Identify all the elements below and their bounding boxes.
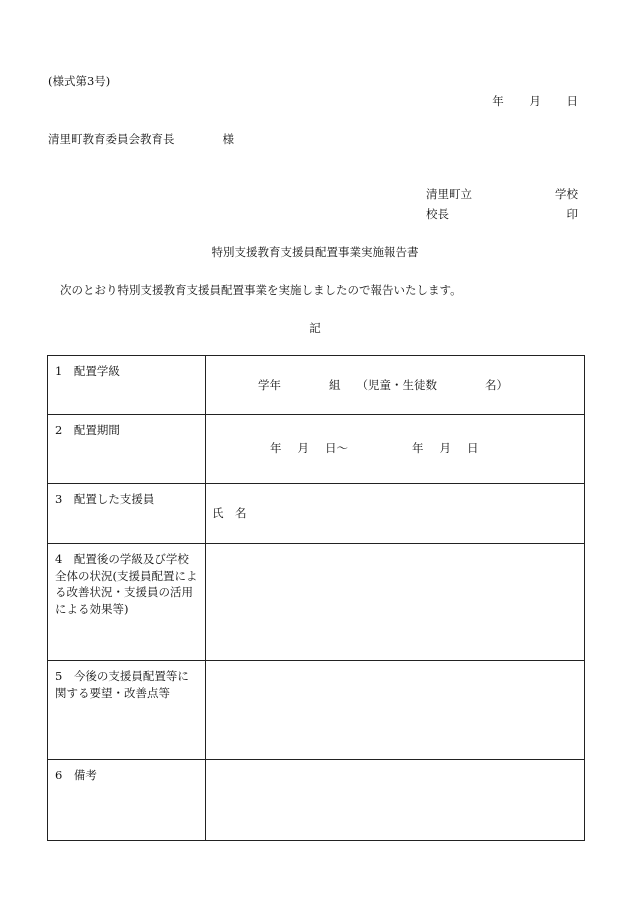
row-label-situation: 4 配置後の学級及び学校全体の状況(支援員配置による改善状況・支援員の活用による効果等) bbox=[48, 544, 206, 661]
table-row bbox=[48, 356, 585, 415]
sender-principal-label: 校長 bbox=[426, 207, 449, 221]
remarks-field[interactable] bbox=[206, 760, 585, 841]
period-field[interactable] bbox=[206, 415, 585, 484]
date-year: 年 bbox=[492, 94, 504, 108]
grade-label: 学年 bbox=[258, 378, 281, 392]
sender-town: 清里町立 bbox=[426, 187, 472, 201]
situation-field[interactable] bbox=[206, 544, 585, 661]
body-text: 次のとおり特別支援教育支援員配置事業を実施しましたので報告いたします。 bbox=[60, 283, 462, 297]
report-table bbox=[47, 355, 585, 841]
students-unit: 名） bbox=[485, 378, 508, 392]
date-day: 日 bbox=[566, 94, 578, 108]
period-start-year: 年 bbox=[270, 441, 282, 455]
table-row bbox=[48, 760, 585, 841]
document-title: 特別支援教育支援員配置事業実施報告書 bbox=[211, 245, 419, 259]
date-month: 月 bbox=[529, 94, 541, 108]
students-label: （児童・生徒数 bbox=[356, 378, 437, 392]
staff-field[interactable] bbox=[206, 484, 585, 544]
row-label-staff: 3 配置した支援員 bbox=[48, 484, 206, 544]
period-start-month: 月 bbox=[297, 441, 309, 455]
staff-name-label: 氏 名 bbox=[212, 506, 247, 520]
row-label-class: 1 配置学級 bbox=[48, 356, 206, 415]
addressee-name: 清里町教育委員会教育長 bbox=[48, 132, 175, 146]
class-field[interactable] bbox=[206, 356, 585, 415]
ki-heading: 記 bbox=[309, 321, 321, 335]
report-date bbox=[0, 96, 578, 108]
period-start-day: 日〜 bbox=[325, 441, 348, 455]
row-label-remarks: 6 備考 bbox=[48, 760, 206, 841]
addressee bbox=[48, 134, 234, 146]
requests-field[interactable] bbox=[206, 661, 585, 760]
form-number: (様式第3号) bbox=[48, 74, 111, 88]
period-end-day: 日 bbox=[467, 441, 479, 455]
row-label-period: 2 配置期間 bbox=[48, 415, 206, 484]
row-label-requests: 5 今後の支援員配置等に関する要望・改善点等 bbox=[48, 661, 206, 760]
sender-school-suffix: 学校 bbox=[555, 187, 578, 201]
period-end-month: 月 bbox=[439, 441, 451, 455]
table-row bbox=[48, 661, 585, 760]
sender-principal bbox=[426, 209, 578, 221]
sender-school bbox=[426, 189, 578, 201]
table-row bbox=[48, 484, 585, 544]
table-row bbox=[48, 544, 585, 661]
class-value bbox=[258, 380, 508, 392]
table-row bbox=[48, 415, 585, 484]
period-end-year: 年 bbox=[412, 441, 424, 455]
period-value bbox=[270, 443, 479, 455]
seal-mark: 印 bbox=[566, 207, 578, 221]
addressee-honorific: 様 bbox=[222, 132, 234, 146]
kumi-label: 組 bbox=[329, 378, 341, 392]
